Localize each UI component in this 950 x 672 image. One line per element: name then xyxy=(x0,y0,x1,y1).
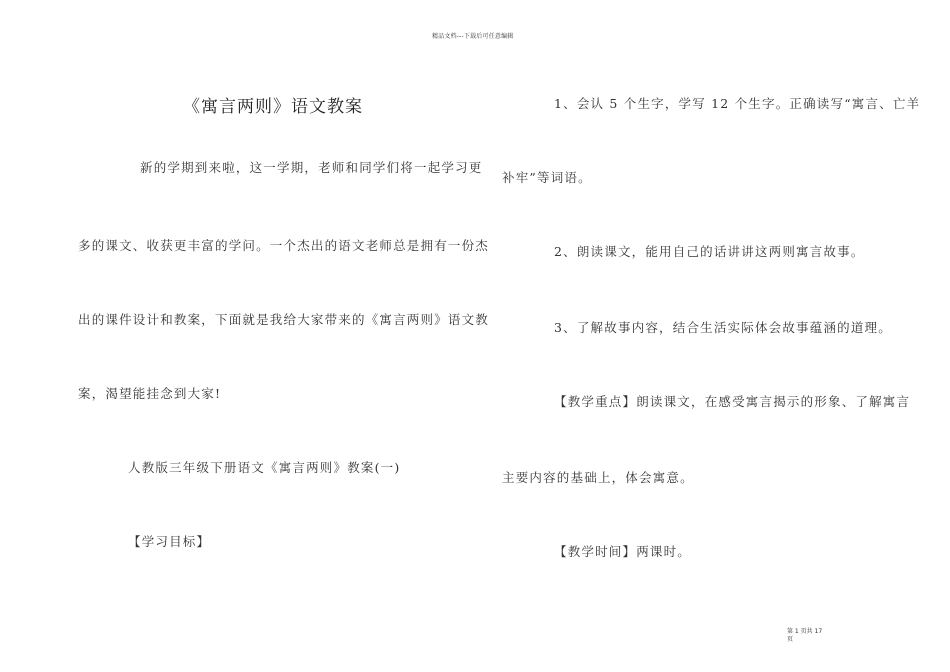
page-number-line-1: 第 1 页共 17 xyxy=(787,628,823,635)
intro-line-2: 多的课文、收获更丰富的学问。一个杰出的语文老师总是拥有一份杰 xyxy=(78,238,490,253)
teaching-time: 【教学时间】两课时。 xyxy=(554,544,692,559)
goal-2: 2、朗读课文，能用自己的话讲讲这两则寓言故事。 xyxy=(554,244,865,259)
document-title: 《寓言两则》语文教案 xyxy=(183,97,363,117)
header-note: 精品文档---下载后可任意编辑 xyxy=(432,33,514,40)
goal-1-line-2: 补牢”等词语。 xyxy=(502,170,592,185)
lesson-heading: 人教版三年级下册语文《寓言两则》教案(一) xyxy=(128,460,401,475)
goals-heading: 【学习目标】 xyxy=(128,534,211,549)
goal-3: 3、了解故事内容，结合生活实际体会故事蕴涵的道理。 xyxy=(554,320,892,335)
intro-line-4: 案，渴望能挂念到大家! xyxy=(78,386,222,401)
teaching-focus-line-2: 主要内容的基础上，体会寓意。 xyxy=(502,470,694,485)
page-number-line-2: 页 xyxy=(787,636,794,643)
intro-line-1: 新的学期到来啦，这一学期，老师和同学们将一起学习更 xyxy=(140,160,483,175)
teaching-focus-line-1: 【教学重点】朗读课文，在感受寓言揭示的形象、了解寓言 xyxy=(554,394,911,409)
goal-1-line-1: 1、会认 5 个生字，学写 12 个生字。正确读写“寓言、亡羊 xyxy=(554,96,921,111)
intro-line-3: 出的课件设计和教案，下面就是我给大家带来的《寓言两则》语文教 xyxy=(78,312,490,327)
